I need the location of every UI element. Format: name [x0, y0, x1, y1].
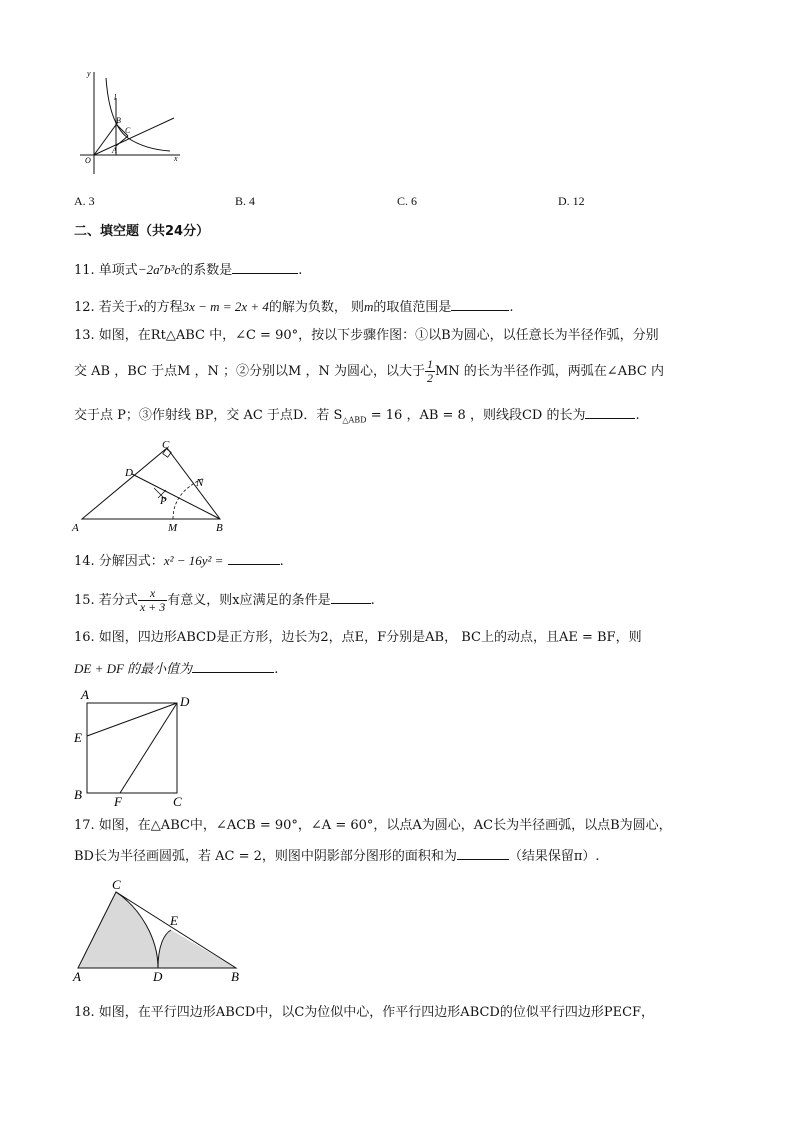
question-12	[74, 298, 514, 317]
label-b: B	[74, 787, 82, 802]
label-y: y	[87, 69, 91, 78]
q12-var: x	[137, 299, 144, 314]
label-e: E	[74, 730, 82, 745]
label-b: B	[231, 969, 239, 984]
label-p: P	[160, 495, 167, 507]
q11-end: .	[298, 263, 303, 278]
label-c: C	[173, 794, 182, 809]
shaded-region-right	[158, 930, 236, 968]
q17-answer-blank	[457, 847, 509, 860]
label-c: C	[162, 439, 170, 451]
question-17-line1: 17. 如图，在△ABC中，∠ACB = 90°，∠A = 60°，以点A为圆心，AC长为半径画弧，以点B为圆心，	[74, 818, 672, 833]
q13-line3a: 交于点 P；③作射线 BP，交 AC 于点D．若 S	[74, 408, 343, 423]
q12-var2: m	[364, 299, 374, 314]
question-14	[74, 552, 284, 571]
q12-mid: 的方程	[143, 300, 183, 315]
segment-bd	[132, 474, 220, 519]
q16-line2: DE + DF 的最小值为	[74, 661, 193, 676]
figure-17-triangle	[70, 878, 250, 986]
label-c: C	[112, 878, 121, 892]
figure-16-square	[70, 686, 200, 810]
question-16-line1: 16. 如图，四边形ABCD是正方形，边长为2，点E，F分别是AB， BC上的动点，且AE = BF，则	[74, 630, 642, 645]
label-d: D	[180, 694, 190, 709]
choice-a: A. 3	[74, 194, 95, 208]
label-n: N	[196, 477, 204, 489]
q13-line2b: MN 的长为半径作弧，两弧在∠ABC 内	[434, 364, 664, 379]
question-13-line2	[74, 357, 664, 387]
q17-line2: BD长为半径画圆弧，若 AC = 2，则图中阴影部分图形的面积和为	[74, 849, 457, 864]
label-x: x	[174, 154, 178, 163]
q15-fraction	[138, 587, 167, 614]
question-16-line2	[74, 660, 278, 679]
label-f: F	[114, 794, 122, 809]
segment-de	[87, 703, 177, 736]
q15-prefix: 15. 若分式	[74, 593, 138, 608]
label-c: C	[125, 126, 131, 135]
q13-answer-blank	[585, 406, 635, 419]
label-l: l	[114, 93, 117, 102]
q15-answer-blank	[331, 591, 371, 604]
q12-equation: 3x − m = 2x + 4	[182, 299, 269, 314]
question-13-line1: 13. 如图，在Rt△ABC 中，∠C = 90°，按以下步骤作图：①以B为圆心，以任意长为半径作弧，分别	[74, 328, 659, 343]
figure-coordinate-graph	[70, 66, 185, 178]
q13-line3b: = 16 ，AB = 8 ，则线段CD 的长为	[366, 408, 586, 423]
q15-frac-den: x + 3	[139, 600, 166, 614]
q14-prefix: 14. 分解因式：	[74, 554, 164, 569]
q11-expression: −2a⁷b³c	[137, 262, 181, 277]
question-15	[74, 584, 375, 618]
q15-suffix: 有意义，则x应满足的条件是	[167, 593, 331, 608]
label-a: A	[73, 969, 81, 984]
line-oc	[94, 118, 174, 155]
label-o: O	[85, 156, 91, 165]
q13-line3-sub: △ABD	[342, 415, 367, 425]
label-b: B	[216, 522, 223, 534]
label-d: D	[125, 467, 133, 479]
segment-df	[120, 703, 177, 793]
label-a: A	[81, 687, 89, 702]
q15-frac-num: x	[138, 587, 167, 601]
choice-c: C. 6	[397, 194, 418, 208]
choice-b: B. 4	[235, 194, 256, 208]
q13-fraction	[425, 358, 435, 385]
label-e: E	[170, 913, 178, 928]
choice-d: D. 12	[558, 194, 585, 208]
q12-tail2: 的取值范围是	[373, 300, 452, 315]
q11-suffix: 的系数是	[180, 263, 233, 278]
q13-line2a: 交 AB ，BC 于点M ，N ；②分别以M ，N 为圆心，以大于	[74, 364, 425, 379]
q13-end: .	[635, 408, 640, 423]
q13-frac-num: 1	[426, 357, 433, 371]
q17-line2b: （结果保留π）.	[508, 849, 600, 864]
q12-answer-blank	[451, 298, 509, 311]
q16-answer-blank	[192, 660, 274, 673]
q12-prefix: 12. 若关于	[74, 300, 138, 315]
label-a: A	[72, 522, 79, 534]
q14-expression: x² − 16y² =	[163, 553, 224, 568]
question-18-line1: 18. 如图，在平行四边形ABCD中，以C为位似中心，作平行四边形ABCD的位似平行四边形PECF，	[74, 1005, 655, 1020]
label-m: M	[168, 522, 178, 534]
q14-end: .	[279, 554, 284, 569]
q11-answer-blank	[232, 261, 298, 274]
figure-13-triangle	[70, 436, 240, 536]
segment-ac	[116, 136, 128, 146]
section-title: 二、填空题（共24分）	[74, 224, 210, 239]
question-17-line2	[74, 847, 600, 866]
shaded-region-left	[78, 892, 158, 968]
question-13-line3	[74, 406, 640, 430]
q14-answer-blank	[228, 552, 280, 565]
q15-end: .	[370, 593, 375, 608]
question-11	[74, 261, 302, 280]
q11-prefix: 11. 单项式	[74, 263, 138, 278]
q13-frac-den: 2	[426, 371, 433, 385]
q12-tail: 的解为负数， 则	[268, 300, 364, 315]
label-a: A	[112, 146, 117, 155]
label-b: B	[116, 116, 121, 125]
square-abcd	[87, 703, 177, 793]
label-d: D	[153, 969, 163, 984]
q16-end: .	[274, 662, 279, 677]
q12-end: .	[509, 300, 514, 315]
